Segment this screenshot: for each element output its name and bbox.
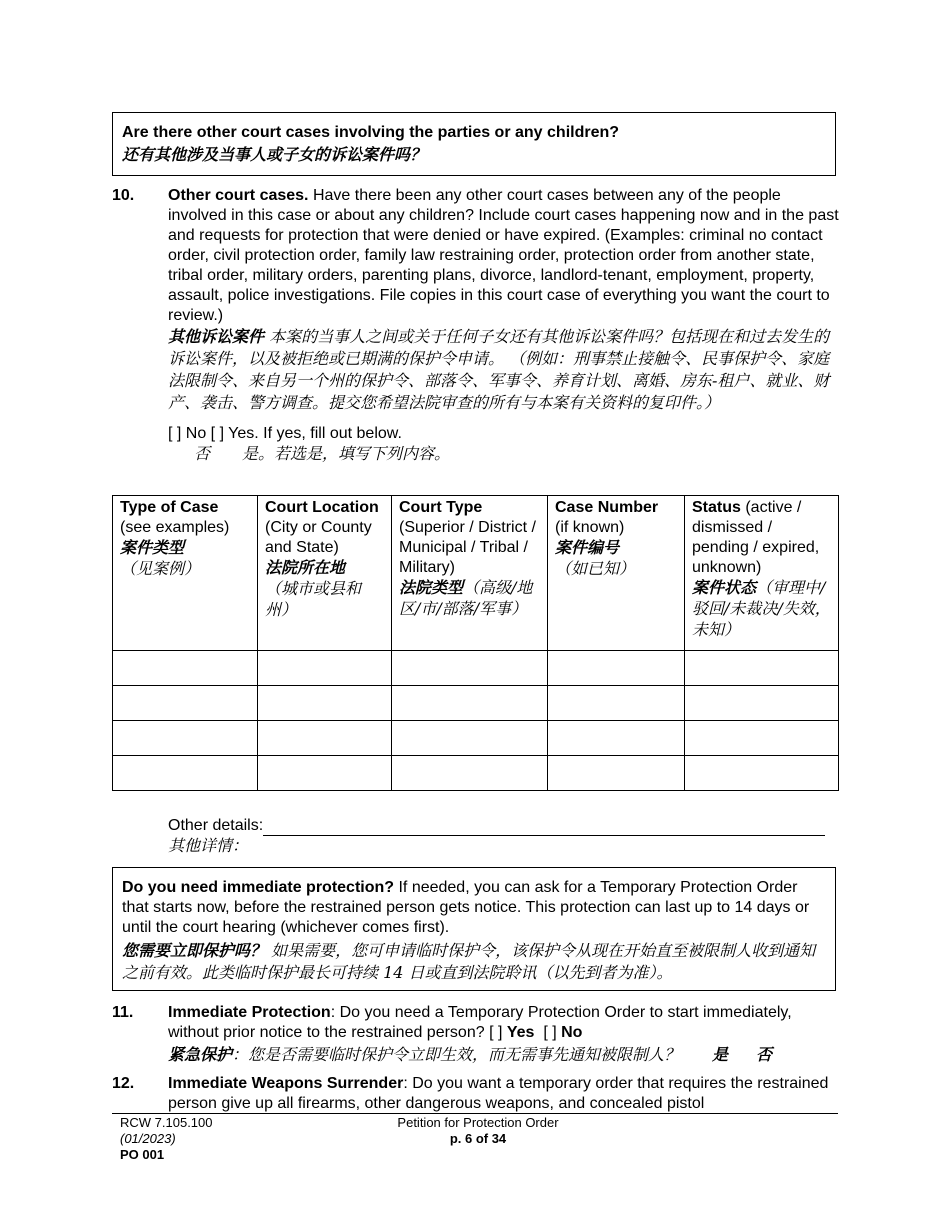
other-details: [168, 816, 833, 856]
footer-rcw: RCW 7.105.100: [120, 1115, 213, 1130]
section-number: 10.: [112, 187, 135, 204]
footer-title: Petition for Protection Order: [397, 1115, 559, 1130]
table-header-row: [113, 496, 839, 651]
table-cell[interactable]: [113, 686, 258, 721]
table-cell[interactable]: [258, 686, 392, 721]
table-cell[interactable]: [392, 721, 548, 756]
table-cell[interactable]: [685, 756, 839, 791]
other-details-label-zh: 其他详情：: [168, 836, 249, 855]
header-sub: (City or County and State): [265, 519, 372, 556]
yes-no-choice-zh: 否 是。若选是，填写下列内容。: [194, 444, 451, 463]
header-court-location: [258, 496, 392, 651]
table-row: [113, 756, 839, 791]
header-label: Type of Case: [120, 499, 219, 516]
section-title: Immediate Protection: [168, 1004, 331, 1021]
section-11-text-zh: [168, 1045, 840, 1065]
header-label-zh: 法院所在地: [265, 558, 346, 577]
table-cell[interactable]: [113, 756, 258, 791]
table-cell[interactable]: [392, 686, 548, 721]
no-label-zh: 否: [756, 1045, 773, 1064]
section-10-text-zh: [168, 326, 840, 414]
table-cell[interactable]: [685, 721, 839, 756]
table-cell[interactable]: [548, 721, 685, 756]
header-type-of-case: [113, 496, 258, 651]
section-10: [112, 186, 840, 464]
footer-date: (01/2023): [120, 1131, 176, 1146]
section-number: 11.: [112, 1004, 134, 1021]
other-details-label: Other details:: [168, 817, 264, 834]
yes-label-zh: 是: [712, 1045, 729, 1064]
section-10-text: [168, 186, 840, 326]
section-11-text: [168, 1003, 840, 1043]
no-label: No: [561, 1024, 583, 1041]
header-sub-zh: （城市或县和州）: [265, 579, 362, 619]
section-title: Other court cases.: [168, 187, 309, 204]
table-cell[interactable]: [685, 686, 839, 721]
table-cell[interactable]: [548, 686, 685, 721]
header-court-type: [392, 496, 548, 651]
no-checkbox[interactable]: [ ]: [534, 1024, 562, 1041]
footer-left: [120, 1115, 213, 1163]
yes-checkbox[interactable]: [ ]: [489, 1024, 507, 1041]
table-cell[interactable]: [113, 651, 258, 686]
table-cell[interactable]: [548, 756, 685, 791]
footer-page-number: p. 6 of 34: [449, 1131, 507, 1146]
section-number: 12.: [112, 1075, 135, 1092]
header-label: Court Type: [399, 499, 483, 516]
table-cell[interactable]: [113, 721, 258, 756]
table-cell[interactable]: [685, 651, 839, 686]
footer-form-code: PO 001: [120, 1147, 165, 1162]
header-sub: (if known): [555, 519, 625, 536]
header-sub-zh: （审理中/驳回/未裁决/失效，未知）: [692, 578, 831, 639]
header-label: Court Location: [265, 499, 379, 516]
table-row: [113, 721, 839, 756]
table-cell[interactable]: [258, 756, 392, 791]
header-sub: (Superior / District / Municipal / Tribal / Military): [399, 519, 536, 576]
header-label-zh: 案件状态: [692, 578, 757, 597]
header-sub: (active / dismissed / pending / expired, unknown): [692, 499, 820, 576]
other-cases-question-zh: 还有其他涉及当事人或子女的诉讼案件吗？: [122, 145, 427, 164]
immediate-protection-box: [112, 867, 836, 991]
immediate-protection-question-zh: 您需要立即保护吗？: [122, 941, 267, 960]
table-cell[interactable]: [392, 756, 548, 791]
header-label: Case Number: [555, 499, 659, 516]
header-case-number: [548, 496, 685, 651]
section-title-zh: 其他诉讼案件: [168, 327, 265, 346]
section-description: Have there been any other court cases between any of the people involved in this case or about any children? Include court cases happening now and in the past and requests for protection that were denied or have expired. (Examples: criminal no contact order, civil protection order, family law restraining order, protection order from another state, tribal order, military orders, parenting plans, divorce, landlord-tenant, employment, property, assault, police investigations. File copies in this court case of everything you want the court to review.): [168, 187, 839, 324]
immediate-protection-text: If needed, you can ask for a Temporary Protection Order that starts now, before the restrained person gets notice. This protection can last up to 14 days or until the court hearing (whichever comes first).: [122, 879, 810, 936]
yes-no-choice[interactable]: [ ] No [ ] Yes. If yes, fill out below.: [168, 425, 402, 442]
section-description-zh: 本案的当事人之间或关于任何子女还有其他诉讼案件吗？包括现在和过去发生的诉讼案件，以及被拒绝或已期满的保护令申请。 （例如：刑事禁止接触令、民事保护令、家庭法限制令、来自另一个州的保护令、部落令、军事令、养育计划、离婚、房东-租户、就业、财产、袭击、警方调查。提交您希望法院审查的所有与本案有关资料的复印件。）: [168, 327, 830, 412]
other-details-field[interactable]: [263, 819, 825, 836]
table-cell[interactable]: [548, 651, 685, 686]
header-label: Status: [692, 499, 741, 516]
table-row: [113, 686, 839, 721]
section-title: Immediate Weapons Surrender: [168, 1075, 404, 1092]
immediate-protection-info-zh: [122, 940, 826, 984]
header-sub-zh: （见案例）: [120, 559, 201, 578]
header-sub: (see examples): [120, 519, 230, 536]
table-cell[interactable]: [258, 651, 392, 686]
section-12-text: [168, 1074, 840, 1114]
immediate-protection-info: [122, 878, 826, 938]
footer-center: [388, 1115, 568, 1147]
section-description-zh: ：您是否需要临时保护令立即生效，而无需事先通知被限制人？: [232, 1045, 681, 1064]
footer-divider: [112, 1113, 838, 1114]
header-sub-zh: （如已知）: [555, 559, 636, 578]
section-11: [112, 1003, 840, 1065]
immediate-protection-text-zh: 如果需要，您可申请临时保护令，该保护令从现在开始直至被限制人收到通知之前有效。此类临时保护最长可持续 14 日或直到法院聆讯（以先到者为准）。: [122, 941, 816, 982]
court-cases-table: [112, 495, 839, 791]
header-sub-zh: （高级/地区/市/部落/军事）: [399, 578, 533, 618]
table-cell[interactable]: [392, 651, 548, 686]
header-label-zh: 法院类型: [399, 578, 464, 597]
header-label-zh: 案件编号: [555, 538, 620, 557]
header-status: [685, 496, 839, 651]
section-description: : Do you want a temporary order that requires the restrained person give up all firearms, other dangerous weapons, and concealed pistol: [168, 1075, 829, 1112]
yes-label: Yes: [506, 1024, 535, 1041]
other-cases-question-box: [112, 112, 836, 176]
section-description: : Do you need a Temporary Protection Order to start immediately, without prior notice to the restrained person?: [168, 1004, 792, 1041]
table-cell[interactable]: [258, 721, 392, 756]
header-label-zh: 案件类型: [120, 538, 185, 557]
table-row: [113, 651, 839, 686]
section-title-zh: 紧急保护: [168, 1045, 233, 1064]
section-12: [112, 1074, 840, 1114]
other-cases-question: Are there other court cases involving the parties or any children?: [122, 124, 620, 141]
immediate-protection-question: Do you need immediate protection?: [122, 879, 395, 896]
